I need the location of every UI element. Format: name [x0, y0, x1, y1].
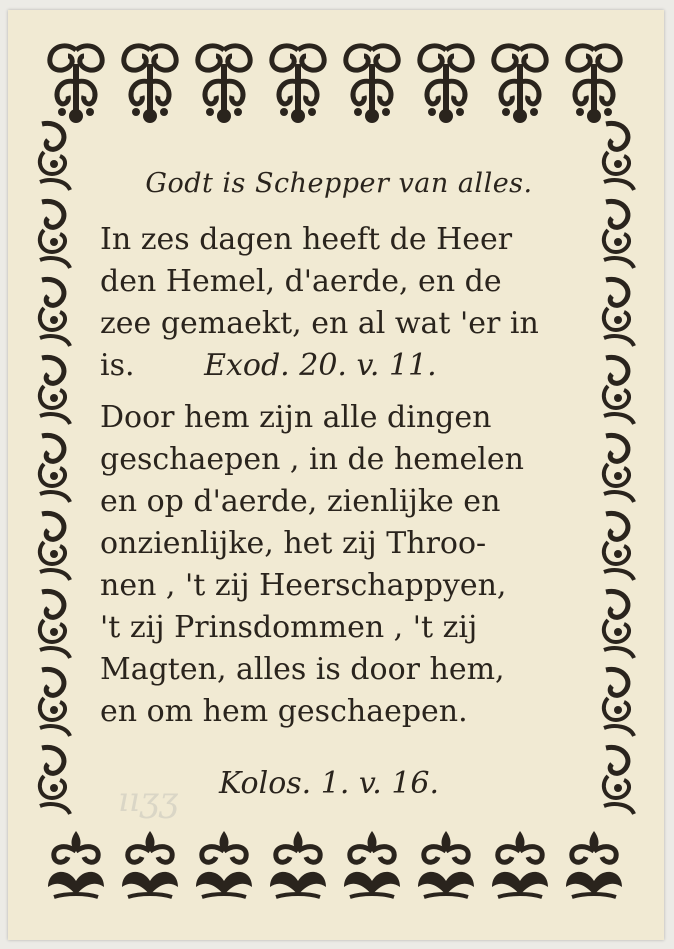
reference-kolossenzen: Kolos. 1. v. 16. — [218, 766, 440, 801]
verse-line: nen , 't zij Heerschappyen, — [100, 568, 507, 603]
bottom-ornament-border — [38, 825, 638, 915]
verse-line: In zes dagen heeft de Heer — [100, 222, 513, 257]
left-flourish-column — [26, 120, 82, 820]
verse-line: Magten, alles is door hem, — [100, 652, 505, 687]
right-flourish-column — [588, 120, 644, 820]
verse-exodus — [100, 219, 578, 387]
top-flourish-row — [38, 42, 638, 132]
printed-card — [8, 10, 664, 940]
bottom-flourish-row — [38, 825, 638, 915]
verse-line: en op d'aerde, zienlijke en — [100, 484, 501, 519]
verse-line: den Hemel, d'aerde, en de — [100, 264, 502, 299]
top-ornament-border — [38, 42, 638, 132]
reference-exodus: Exod. 20. v. 11. — [204, 348, 437, 383]
verse-line: geschaepen , in de hemelen — [100, 442, 524, 477]
verse-line: en om hem geschaepen. — [100, 694, 468, 729]
verse-line: onzienlijke, het zij Throo- — [100, 526, 487, 561]
verse-line: Door hem zijn alle dingen — [100, 400, 492, 435]
verse-kolossenzen — [100, 397, 578, 733]
verse-line-last — [100, 345, 578, 387]
verse-line: zee gemaekt, en al wat 'er in — [100, 306, 539, 341]
verse-line: 't zij Prinsdommen , 't zij — [100, 610, 478, 645]
right-ornament-border — [588, 120, 644, 820]
left-ornament-border — [26, 120, 82, 820]
verse-line-start: is. — [100, 348, 135, 383]
card-title: Godt is Schepper van alles. — [145, 168, 533, 199]
faint-ink-mark: ııʒʒ — [118, 780, 179, 820]
text-block — [100, 168, 578, 835]
